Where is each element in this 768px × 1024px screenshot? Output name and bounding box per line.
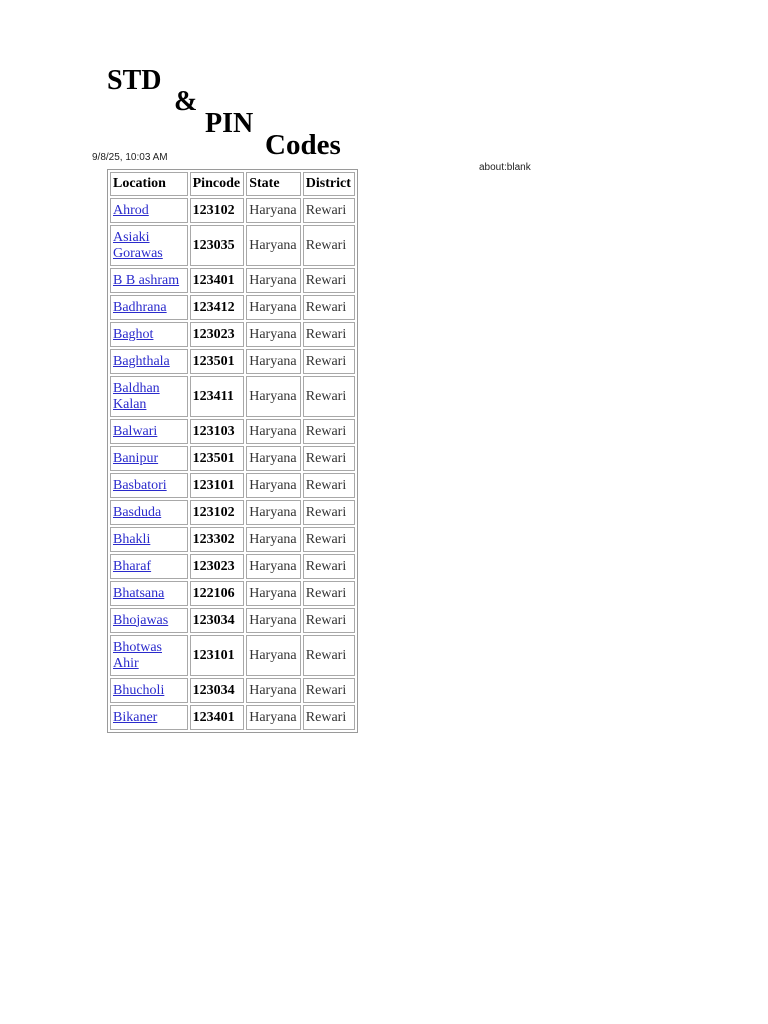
cell-location xyxy=(110,268,188,293)
cell-district: Rewari xyxy=(303,554,355,579)
cell-location xyxy=(110,554,188,579)
location-link[interactable]: Bhucholi xyxy=(113,682,165,698)
cell-location xyxy=(110,608,188,633)
cell-district: Rewari xyxy=(303,295,355,320)
cell-location xyxy=(110,500,188,525)
cell-district: Rewari xyxy=(303,349,355,374)
title-word-pin: PIN xyxy=(205,108,254,139)
cell-state: Haryana xyxy=(246,500,301,525)
cell-district: Rewari xyxy=(303,198,355,223)
cell-state: Haryana xyxy=(246,419,301,444)
cell-district: Rewari xyxy=(303,581,355,606)
cell-location xyxy=(110,581,188,606)
cell-district: Rewari xyxy=(303,322,355,347)
table-row xyxy=(110,419,355,444)
cell-state: Haryana xyxy=(246,198,301,223)
print-url: about:blank xyxy=(479,162,531,173)
cell-state: Haryana xyxy=(246,678,301,703)
cell-pincode: 123102 xyxy=(190,500,245,525)
location-link[interactable]: Ahrod xyxy=(113,202,149,218)
table-row xyxy=(110,349,355,374)
cell-location xyxy=(110,446,188,471)
cell-pincode: 123101 xyxy=(190,473,245,498)
table-row xyxy=(110,581,355,606)
cell-pincode: 123103 xyxy=(190,419,245,444)
location-link[interactable]: Bhotwas Ahir xyxy=(113,639,162,671)
cell-pincode: 123401 xyxy=(190,705,245,730)
cell-location xyxy=(110,295,188,320)
cell-district: Rewari xyxy=(303,705,355,730)
cell-state: Haryana xyxy=(246,295,301,320)
location-link[interactable]: Badhrana xyxy=(113,299,167,315)
location-link[interactable]: Baghot xyxy=(113,326,154,342)
table-row xyxy=(110,705,355,730)
location-link[interactable]: Bhatsana xyxy=(113,585,165,601)
cell-location xyxy=(110,473,188,498)
title-word-codes: Codes xyxy=(265,129,341,161)
cell-district: Rewari xyxy=(303,527,355,552)
cell-state: Haryana xyxy=(246,322,301,347)
cell-state: Haryana xyxy=(246,225,301,266)
cell-location xyxy=(110,705,188,730)
cell-district: Rewari xyxy=(303,635,355,676)
cell-pincode: 123501 xyxy=(190,349,245,374)
table-row xyxy=(110,473,355,498)
table-row xyxy=(110,446,355,471)
table-row xyxy=(110,678,355,703)
table-row xyxy=(110,322,355,347)
cell-location xyxy=(110,527,188,552)
cell-state: Haryana xyxy=(246,554,301,579)
table-row xyxy=(110,608,355,633)
cell-state: Haryana xyxy=(246,473,301,498)
table-row xyxy=(110,635,355,676)
cell-pincode: 123302 xyxy=(190,527,245,552)
location-link[interactable]: Balwari xyxy=(113,423,158,439)
location-link[interactable]: Basduda xyxy=(113,504,162,520)
location-link[interactable]: Bikaner xyxy=(113,709,158,725)
cell-pincode: 122106 xyxy=(190,581,245,606)
header-district: District xyxy=(303,172,355,196)
cell-pincode: 123034 xyxy=(190,608,245,633)
print-date: 9/8/25, 10:03 AM xyxy=(92,152,168,163)
location-link[interactable]: Asiaki Gorawas xyxy=(113,229,163,261)
cell-district: Rewari xyxy=(303,419,355,444)
cell-district: Rewari xyxy=(303,678,355,703)
cell-district: Rewari xyxy=(303,608,355,633)
cell-state: Haryana xyxy=(246,608,301,633)
cell-state: Haryana xyxy=(246,527,301,552)
cell-location xyxy=(110,635,188,676)
cell-state: Haryana xyxy=(246,268,301,293)
header-state: State xyxy=(246,172,301,196)
cell-pincode: 123023 xyxy=(190,322,245,347)
cell-pincode: 123101 xyxy=(190,635,245,676)
cell-pincode: 123401 xyxy=(190,268,245,293)
cell-location xyxy=(110,225,188,266)
cell-district: Rewari xyxy=(303,376,355,417)
location-link[interactable]: B B ashram xyxy=(113,272,180,288)
title-word-std: STD xyxy=(107,65,162,96)
table-row xyxy=(110,295,355,320)
cell-location xyxy=(110,419,188,444)
cell-state: Haryana xyxy=(246,581,301,606)
cell-pincode: 123411 xyxy=(190,376,245,417)
location-link[interactable]: Baldhan Kalan xyxy=(113,380,160,412)
cell-location xyxy=(110,349,188,374)
cell-district: Rewari xyxy=(303,446,355,471)
header-pincode: Pincode xyxy=(190,172,245,196)
cell-pincode: 123035 xyxy=(190,225,245,266)
cell-pincode: 123412 xyxy=(190,295,245,320)
location-link[interactable]: Bhojawas xyxy=(113,612,169,628)
cell-location xyxy=(110,198,188,223)
table-header-row xyxy=(110,172,355,196)
table-row xyxy=(110,527,355,552)
cell-state: Haryana xyxy=(246,349,301,374)
cell-location xyxy=(110,322,188,347)
pincode-table xyxy=(107,169,358,733)
cell-pincode: 123501 xyxy=(190,446,245,471)
cell-state: Haryana xyxy=(246,635,301,676)
cell-pincode: 123034 xyxy=(190,678,245,703)
location-link[interactable]: Bhakli xyxy=(113,531,151,547)
cell-district: Rewari xyxy=(303,500,355,525)
cell-district: Rewari xyxy=(303,225,355,266)
header-location: Location xyxy=(110,172,188,196)
cell-pincode: 123102 xyxy=(190,198,245,223)
table-row xyxy=(110,198,355,223)
cell-district: Rewari xyxy=(303,473,355,498)
cell-state: Haryana xyxy=(246,705,301,730)
cell-state: Haryana xyxy=(246,376,301,417)
location-link[interactable]: Basbatori xyxy=(113,477,167,493)
cell-pincode: 123023 xyxy=(190,554,245,579)
table-row xyxy=(110,268,355,293)
table-row xyxy=(110,500,355,525)
location-link[interactable]: Banipur xyxy=(113,450,159,466)
table-row xyxy=(110,376,355,417)
table-row xyxy=(110,225,355,266)
cell-state: Haryana xyxy=(246,446,301,471)
cell-district: Rewari xyxy=(303,268,355,293)
cell-location xyxy=(110,376,188,417)
title-word-ampersand: & xyxy=(174,86,198,117)
cell-location xyxy=(110,678,188,703)
table-row xyxy=(110,554,355,579)
location-link[interactable]: Baghthala xyxy=(113,353,170,369)
location-link[interactable]: Bharaf xyxy=(113,558,152,574)
table-body xyxy=(110,198,355,730)
